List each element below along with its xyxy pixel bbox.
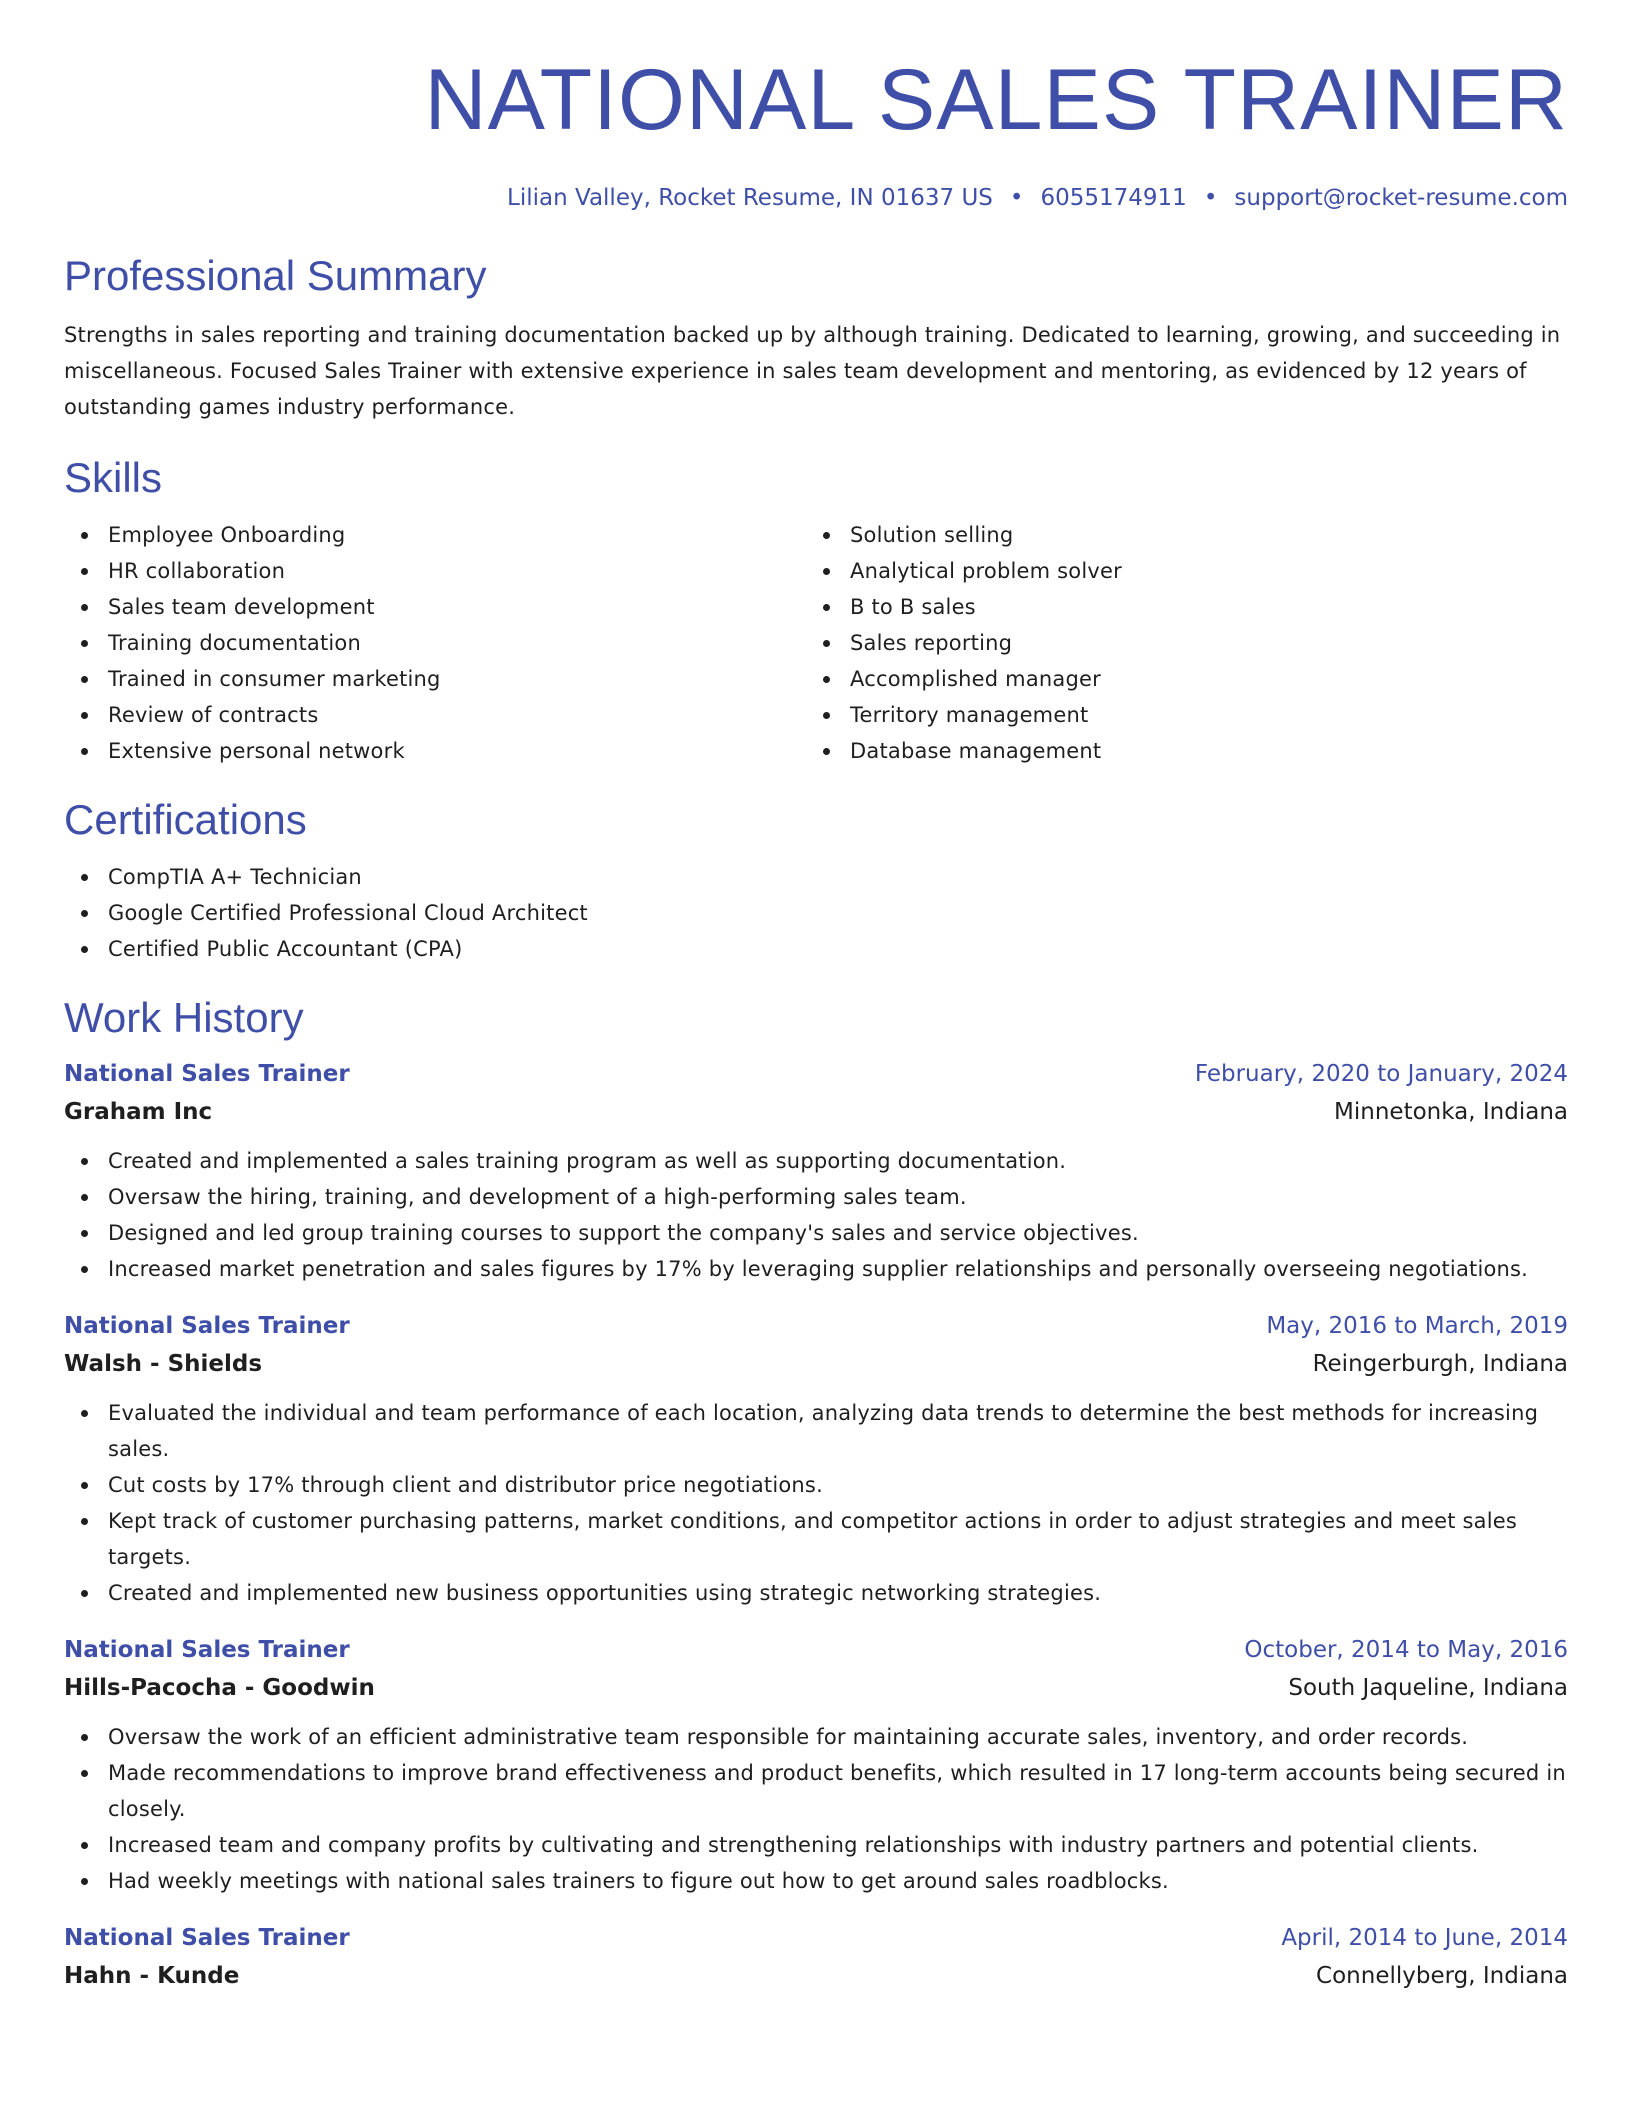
list-item: Kept track of customer purchasing patterns, market conditions, and competitor actions in order to adjust strategies and meet sales targets.: [64, 1503, 1568, 1575]
list-item: Sales reporting: [806, 625, 1548, 661]
job-company: Graham Inc: [64, 1099, 213, 1125]
list-item: Increased team and company profits by cultivating and strengthening relationships with industry partners and potential clients.: [64, 1827, 1568, 1863]
contact-line: [64, 187, 1568, 217]
list-item: Territory management: [806, 697, 1548, 733]
list-item: Trained in consumer marketing: [64, 661, 806, 697]
job-dates: May, 2016 to March, 2019: [1266, 1313, 1568, 1339]
contact-separator: •: [1203, 185, 1218, 211]
list-item: B to B sales: [806, 589, 1548, 625]
section-title-work-history: Work History: [64, 994, 304, 1041]
certifications-section: [64, 796, 1568, 967]
skills-column-left: [64, 517, 806, 769]
list-item: Extensive personal network: [64, 733, 806, 769]
section-title-certifications: Certifications: [64, 796, 307, 843]
list-item: Evaluated the individual and team performance of each location, analyzing data trends to determine the best methods for increasing sales.: [64, 1395, 1568, 1467]
job-list: [64, 1055, 1568, 1995]
list-item: Designed and led group training courses to support the company's sales and service objectives.: [64, 1215, 1568, 1251]
resume-header: [64, 0, 1568, 217]
job-title-row: [64, 1307, 1568, 1345]
contact-email[interactable]: support@rocket-resume.com: [1234, 185, 1568, 211]
list-item: Certified Public Accountant (CPA): [64, 931, 1568, 967]
list-item: Analytical problem solver: [806, 553, 1548, 589]
job-company-row: [64, 1669, 1568, 1707]
job-title-row: [64, 1919, 1568, 1957]
list-item: Accomplished manager: [806, 661, 1548, 697]
job-company: Hahn - Kunde: [64, 1963, 240, 1989]
job-dates: February, 2020 to January, 2024: [1194, 1061, 1568, 1087]
list-item: Google Certified Professional Cloud Architect: [64, 895, 1568, 931]
list-item: Database management: [806, 733, 1548, 769]
job-bullet-list: [64, 1143, 1568, 1287]
job-title-row: [64, 1055, 1568, 1093]
job-company: Walsh - Shields: [64, 1351, 263, 1377]
summary-text: Strengths in sales reporting and training documentation backed up by although training. Dedicated to learning, growing, and succeeding in miscellaneous. Focused Sales Trainer with extensive experience in sales team development and mentoring, as evidenced by 12 years of outstanding games industry performance.: [64, 323, 1561, 419]
contact-separator: •: [1009, 185, 1024, 211]
list-item: Solution selling: [806, 517, 1548, 553]
job-title: National Sales Trainer: [64, 1061, 350, 1087]
job-company-row: [64, 1093, 1568, 1131]
job-company-row: [64, 1957, 1568, 1995]
job-location: Reingerburgh, Indiana: [1312, 1351, 1568, 1377]
list-item: Had weekly meetings with national sales trainers to figure out how to get around sales roadblocks.: [64, 1863, 1568, 1899]
job-company: Hills-Pacocha - Goodwin: [64, 1675, 375, 1701]
list-item: Oversaw the work of an efficient administrative team responsible for maintaining accurate sales, inventory, and order records.: [64, 1719, 1568, 1755]
contact-phone: 6055174911: [1040, 185, 1187, 211]
list-item: HR collaboration: [64, 553, 806, 589]
list-item: Review of contracts: [64, 697, 806, 733]
list-item: Created and implemented new business opportunities using strategic networking strategies.: [64, 1575, 1568, 1611]
job-dates: October, 2014 to May, 2016: [1244, 1637, 1568, 1663]
list-item: Made recommendations to improve brand effectiveness and product benefits, which resulted in 17 long-term accounts being secured in closely.: [64, 1755, 1568, 1827]
list-item: Created and implemented a sales training program as well as supporting documentation.: [64, 1143, 1568, 1179]
list-item: Sales team development: [64, 589, 806, 625]
resume-page: [64, 0, 1568, 1995]
skills-list-right: [806, 517, 1548, 769]
job-title-row: [64, 1631, 1568, 1669]
skills-section: [64, 454, 1568, 769]
job-bullet-list: [64, 1719, 1568, 1899]
job-location: Minnetonka, Indiana: [1334, 1099, 1568, 1125]
list-item: Training documentation: [64, 625, 806, 661]
job-entry: [64, 1307, 1568, 1611]
section-title-summary: Professional Summary: [64, 252, 487, 299]
job-title: National Sales Trainer: [64, 1637, 350, 1663]
job-location: Connellyberg, Indiana: [1316, 1963, 1568, 1989]
list-item: CompTIA A+ Technician: [64, 859, 1568, 895]
list-item: Employee Onboarding: [64, 517, 806, 553]
section-title-skills: Skills: [64, 454, 163, 501]
certifications-list: [64, 859, 1568, 967]
list-item: Oversaw the hiring, training, and development of a high-performing sales team.: [64, 1179, 1568, 1215]
job-location: South Jaqueline, Indiana: [1288, 1675, 1568, 1701]
job-company-row: [64, 1345, 1568, 1383]
job-title: National Sales Trainer: [64, 1313, 350, 1339]
contact-address: Lilian Valley, Rocket Resume, IN 01637 US: [507, 185, 993, 211]
skills-columns: [64, 517, 1568, 769]
job-bullet-list: [64, 1395, 1568, 1611]
job-dates: April, 2014 to June, 2014: [1281, 1925, 1568, 1951]
candidate-title: NATIONAL SALES TRAINER: [424, 52, 1568, 148]
summary-section: [64, 252, 1568, 425]
list-item: Cut costs by 17% through client and distributor price negotiations.: [64, 1467, 1568, 1503]
list-item: Increased market penetration and sales figures by 17% by leveraging supplier relationships and personally overseeing negotiations.: [64, 1251, 1568, 1287]
job-entry: [64, 1631, 1568, 1899]
job-entry: [64, 1919, 1568, 1995]
skills-column-right: [806, 517, 1548, 769]
job-title: National Sales Trainer: [64, 1925, 350, 1951]
job-entry: [64, 1055, 1568, 1287]
skills-list-left: [64, 517, 806, 769]
work-history-section: [64, 994, 1568, 1995]
